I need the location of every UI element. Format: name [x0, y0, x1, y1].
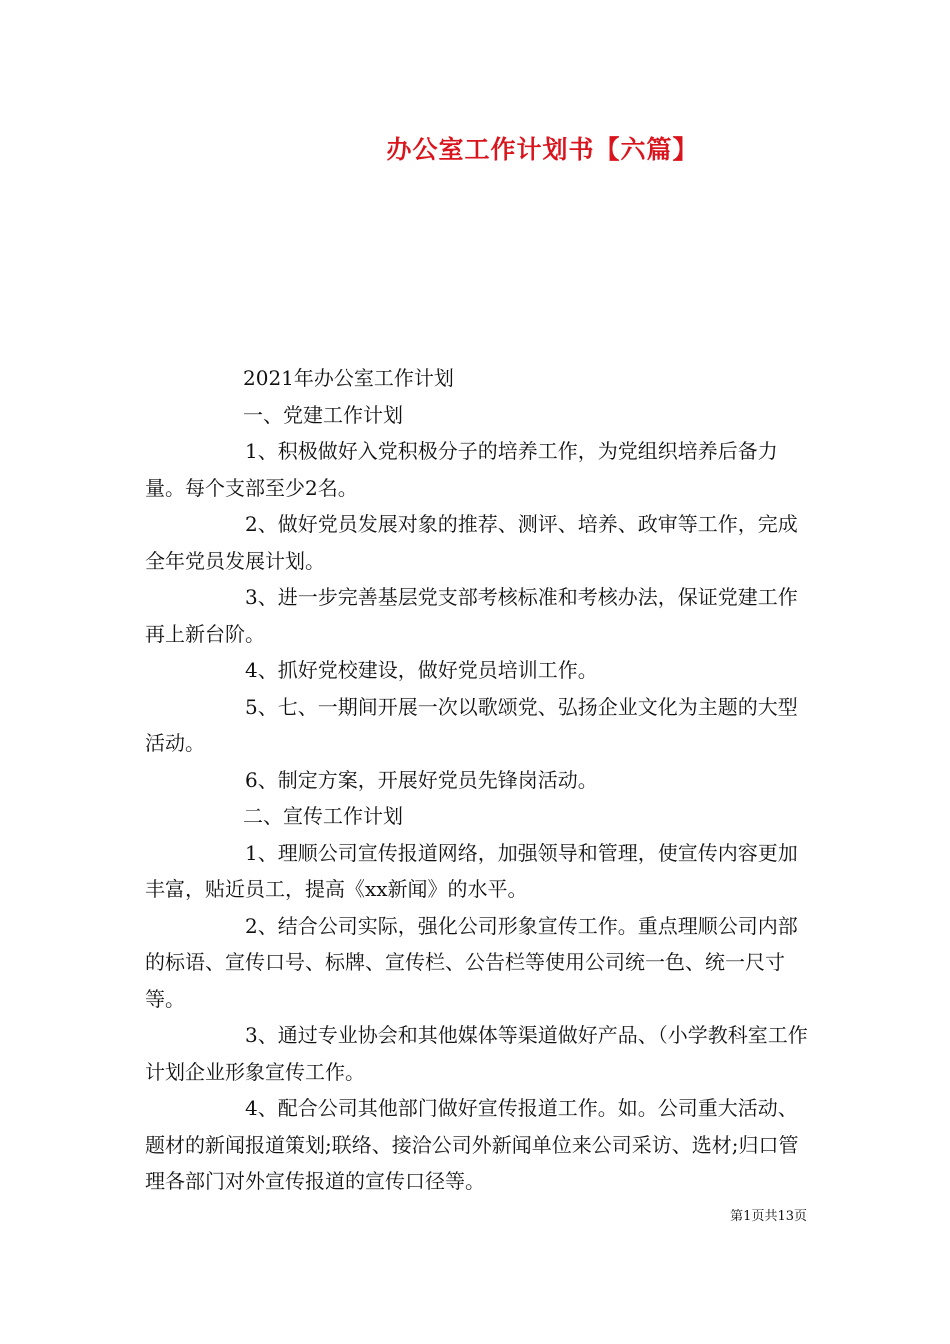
- paragraph: 4、配合公司其他部门做好宣传报道工作。如。公司重大活动、题材的新闻报道策划;联络、接洽公司外新闻单位来公司采访、选材;归口管理各部门对外宣传报道的宣传口径等。: [145, 1096, 799, 1193]
- document-title: 办公室工作计划书【六篇】: [386, 135, 699, 164]
- section-heading: 一、党建工作计划: [243, 402, 403, 427]
- paragraph: 1、积极做好入党积极分子的培养工作，为党组织培养后备力量。每个支部至少2名。: [145, 439, 778, 500]
- paragraph: 4、抓好党校建设，做好党员培训工作。: [245, 658, 598, 682]
- paragraph: 3、通过专业协会和其他媒体等渠道做好产品、（小学教科室工作计划企业形象宣传工作。: [145, 1023, 808, 1084]
- document-body: [145, 360, 810, 1200]
- section-heading: 二、宣传工作计划: [243, 804, 403, 828]
- paragraph: 2、做好党员发展对象的推荐、测评、培养、政审等工作，完成全年党员发展计划。: [145, 512, 798, 573]
- paragraph: 3、进一步完善基层党支部考核标准和考核办法，保证党建工作再上新台阶。: [145, 585, 798, 646]
- paragraph: 2、结合公司实际，强化公司形象宣传工作。重点理顺公司内部的标语、宣传口号、标牌、宣传栏、公告栏等使用公司统一色、统一尺寸等。: [145, 913, 798, 1011]
- section-heading: 2021年办公室工作计划: [243, 366, 454, 390]
- paragraph: 5、七、一期间开展一次以歌颂党、弘扬企业文化为主题的大型活动。: [145, 694, 798, 755]
- paragraph: 6、制定方案，开展好党员先锋岗活动。: [245, 767, 598, 792]
- page-number: 第1页共13页: [730, 1209, 807, 1224]
- paragraph: 1、理顺公司宣传报道网络，加强领导和管理，使宣传内容更加丰富，贴近员工，提高《xx新闻》的水平。: [145, 840, 798, 901]
